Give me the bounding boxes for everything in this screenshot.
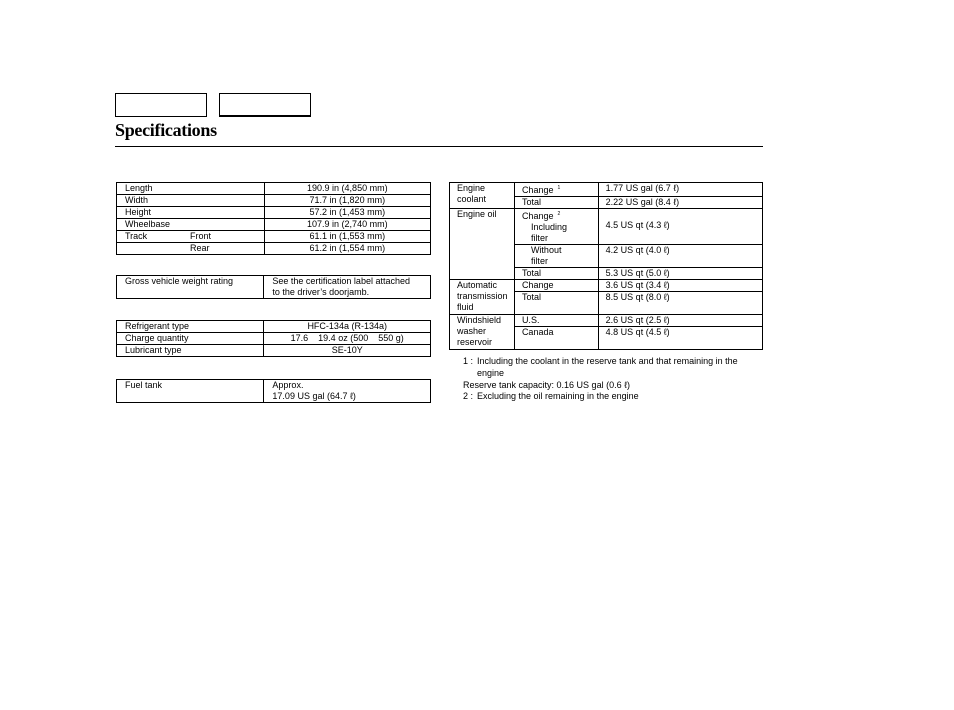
spec-label: Lubricant type [117,345,264,357]
footnote-text: Including the coolant in the reserve tank and that remaining in the engine [477,356,738,378]
change-label: Change [521,211,554,221]
trans-change-label: Change [514,280,598,292]
capacities-table [449,182,763,350]
page-title: Specifications [115,120,217,140]
footnote-2 [463,391,763,403]
oil-without-cell [514,245,598,268]
fuel-table [116,379,431,403]
spec-label: Width [117,195,265,207]
spec-value: HFC-134a (R-134a) [264,321,431,333]
trans-total-label: Total [514,292,598,315]
track-front-label: Front [190,231,212,241]
spec-label [117,231,265,243]
weight-table [116,275,431,299]
table-row [117,231,431,243]
without-label: Without [530,245,562,255]
spec-label: Charge quantity [117,333,264,345]
table-row [117,183,431,195]
coolant-change-value: 1.77 US gal (6.7 ℓ) [598,183,762,197]
footnote-1-extra: Reserve tank capacity: 0.16 US gal (0.6 ℓ) [463,379,630,390]
table-row [117,195,431,207]
filter-label: filter [530,233,548,243]
table-row [117,243,431,255]
table-row [450,209,763,245]
track-label: Track [125,231,148,241]
footnote-mark: 1 [557,185,561,191]
label-line: Engine [457,183,486,193]
trans-total-value: 8.5 US qt (8.0 ℓ) [598,292,762,315]
label-line: transmission [457,291,508,301]
spec-value: 71.7 in (1,820 mm) [264,195,430,207]
title-divider [115,146,763,147]
engine-oil-label: Engine oil [450,209,515,280]
spec-label [117,243,265,255]
footnotes [463,356,763,403]
spec-value: 17.6 19.4 oz (500 550 g) [264,333,431,345]
spec-label: Fuel tank [117,380,264,403]
table-row [450,280,763,292]
footnote-number: 2 : [463,391,474,402]
label-line: Automatic [457,280,498,290]
table-row [117,321,431,333]
spec-value: 190.9 in (4,850 mm) [264,183,430,195]
oil-without-value: 4.2 US qt (4.0 ℓ) [598,245,762,268]
footnote-number: 1 : [463,356,474,366]
label-line: washer [457,326,487,336]
fuel-value-line1: Approx. [272,380,304,390]
coolant-total-label: Total [514,197,598,209]
trans-change-value: 3.6 US qt (3.4 ℓ) [598,280,762,292]
change-label: Change [521,185,554,195]
filter-label: filter [530,256,548,266]
coolant-total-value: 2.22 US gal (8.4 ℓ) [598,197,762,209]
washer-label [450,315,515,350]
spec-value: 61.2 in (1,554 mm) [264,243,430,255]
track-rear-label: Rear [190,243,210,253]
oil-change-cell [514,209,598,245]
including-label: Including [530,222,567,232]
table-row [117,207,431,219]
weight-value-line1: See the certification label attached [272,276,410,286]
footnote-text: Excluding the oil remaining in the engine [477,391,639,402]
table-row [117,345,431,357]
label-line: Windshield [457,315,502,325]
label-line: coolant [457,194,487,204]
table-row [450,315,763,327]
oil-including-value [598,209,762,245]
coolant-change-label [514,183,598,197]
spec-value: 107.9 in (2,740 mm) [264,219,430,231]
spec-value: 61.1 in (1,553 mm) [264,231,430,243]
washer-us-value: 2.6 US qt (2.5 ℓ) [598,315,762,327]
spec-label: Wheelbase [117,219,265,231]
spec-value: SE-10Y [264,345,431,357]
table-row [450,183,763,197]
table-row [117,219,431,231]
transmission-label [450,280,515,315]
nav-button-2[interactable] [219,93,311,117]
oil-total-label: Total [514,268,598,280]
spec-value [264,276,431,299]
oil-total-value: 5.3 US qt (5.0 ℓ) [598,268,762,280]
washer-us-label: U.S. [514,315,598,327]
footnote-mark: 2 [557,211,561,217]
table-row [117,276,431,299]
table-row [117,380,431,403]
dimensions-table [116,182,431,255]
nav-button-1[interactable] [115,93,207,117]
engine-coolant-label [450,183,515,209]
washer-canada-value: 4.8 US qt (4.5 ℓ) [598,327,762,350]
spec-value [264,380,431,403]
washer-canada-label: Canada [514,327,598,350]
air-conditioning-table [116,320,431,357]
weight-value-line2: to the driver’s doorjamb. [272,287,370,297]
table-row [117,333,431,345]
fuel-value-line2: 17.09 US gal (64.7 ℓ) [272,391,356,401]
spec-label: Height [117,207,265,219]
spec-label: Length [117,183,265,195]
spec-value: 57.2 in (1,453 mm) [264,207,430,219]
label-line: reservoir [457,337,493,347]
spec-label: Refrigerant type [117,321,264,333]
label-line: fluid [457,302,474,312]
spec-label: Gross vehicle weight rating [117,276,264,299]
footnote-1 [463,356,763,380]
value-text: 4.5 US qt (4.3 ℓ) [605,220,670,230]
